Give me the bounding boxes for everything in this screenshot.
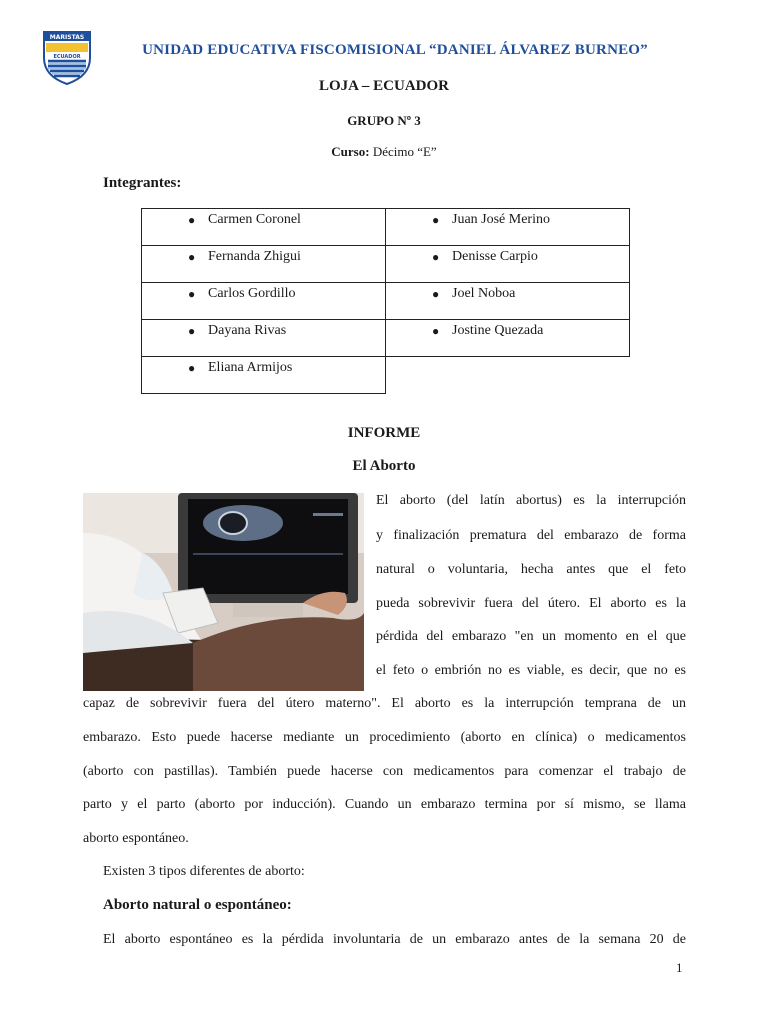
member-name: Joel Noboa — [452, 286, 516, 301]
report-subtitle: El Aborto — [352, 458, 416, 474]
paragraph-line: pueda sobrevivir fuera del útero. El aborto es la — [376, 596, 686, 611]
member-name: Jostine Quezada — [452, 323, 544, 338]
member-cell — [142, 357, 386, 394]
paragraph-line: natural o voluntaria, hecha antes que el feto — [376, 562, 686, 577]
paragraph-line: y finalización prematura del embarazo de forma — [376, 528, 686, 543]
group-line: GRUPO Nº 3 — [347, 113, 421, 128]
member-cell — [142, 283, 386, 320]
member-cell — [142, 320, 386, 357]
bullet-icon: ● — [188, 213, 196, 227]
bullet-icon: ● — [432, 324, 440, 338]
section-first-line: El aborto espontáneo es la pérdida involuntaria de un embarazo antes de la semana 20 de — [103, 932, 686, 947]
paragraph-line: (aborto con pastillas). También puede hacerse con medicamentos para comenzar el trabajo de — [83, 764, 686, 779]
paragraph-line: capaz de sobrevivir fuera del útero materno". El aborto es la interrupción temprana de un — [83, 696, 686, 711]
member-cell — [386, 246, 630, 283]
member-cell — [386, 283, 630, 320]
section-heading: Aborto natural o espontáneo: — [103, 897, 292, 913]
course-label: Curso: — [331, 144, 370, 159]
member-cell — [142, 209, 386, 246]
city-line: LOJA – ECUADOR — [318, 78, 449, 94]
member-cell — [386, 320, 630, 357]
members-table — [141, 208, 630, 394]
bullet-icon: ● — [188, 361, 196, 375]
types-intro: Existen 3 tipos diferentes de aborto: — [103, 864, 305, 879]
school-name: UNIDAD EDUCATIVA FISCOMISIONAL “DANIEL ÁLVAREZ BURNEO” — [142, 42, 648, 58]
member-name: Fernanda Zhigui — [208, 249, 301, 264]
page-number: 1 — [676, 960, 683, 975]
bullet-icon: ● — [432, 213, 440, 227]
ultrasound-photo — [83, 493, 364, 691]
paragraph-line: parto y el parto (aborto por inducción). Cuando un embarazo termina por sí mismo, se llama — [83, 797, 686, 812]
bullet-icon: ● — [432, 287, 440, 301]
member-cell — [386, 209, 630, 246]
bullet-icon: ● — [432, 250, 440, 264]
member-name: Carmen Coronel — [208, 212, 301, 227]
paragraph-line: pérdida del embarazo "en un momento en el que — [376, 629, 686, 644]
logo-text-top: MARISTAS — [49, 34, 85, 41]
report-title: INFORME — [347, 425, 421, 441]
member-cell — [142, 246, 386, 283]
member-name: Eliana Armijos — [208, 360, 293, 375]
member-name: Juan José Merino — [452, 212, 550, 227]
paragraph-line: embarazo. Esto puede hacerse mediante un procedimiento (aborto en clínica) o medicamentos — [83, 730, 686, 745]
members-label: Integrantes: — [103, 175, 182, 191]
logo-text-bottom: ECUADOR — [53, 54, 81, 60]
paragraph-line: aborto espontáneo. — [83, 831, 189, 846]
paragraph-line: El aborto (del latín abortus) es la interrupción — [376, 493, 686, 508]
member-name: Dayana Rivas — [208, 323, 287, 338]
empty-cell — [386, 357, 630, 394]
bullet-icon: ● — [188, 324, 196, 338]
member-name: Carlos Gordillo — [208, 286, 296, 301]
bullet-icon: ● — [188, 287, 196, 301]
member-name: Denisse Carpio — [452, 249, 538, 264]
paragraph-line: el feto o embrión no es viable, es decir, que no es — [376, 663, 686, 678]
course-value: Décimo “E” — [372, 144, 437, 159]
course-line — [0, 144, 768, 160]
bullet-icon: ● — [188, 250, 196, 264]
